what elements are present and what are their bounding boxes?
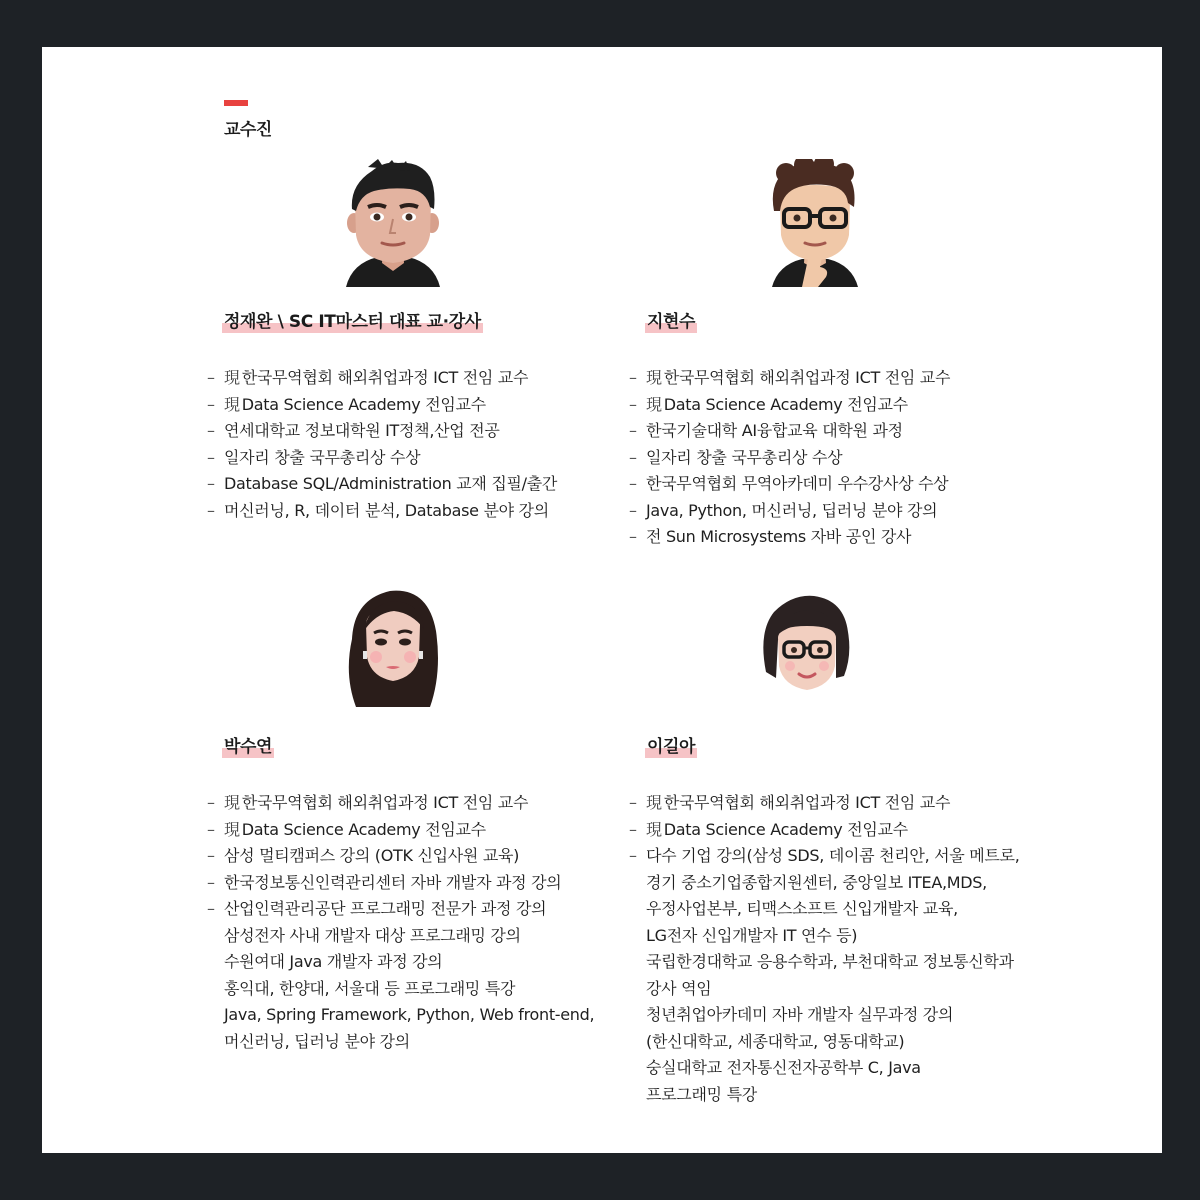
career-text: 수원여대 Java 개발자 과정 강의 bbox=[224, 952, 443, 971]
current-position-prefix: 現 bbox=[646, 819, 662, 839]
career-text: 한국무역협회 해외취업과정 ICT 전임 교수 bbox=[241, 793, 529, 812]
career-text: Data Science Academy 전임교수 bbox=[241, 394, 486, 414]
career-text: 일자리 창출 국무총리상 수상 bbox=[646, 447, 843, 467]
career-item bbox=[207, 392, 557, 419]
woman-long-hair-avatar-icon bbox=[338, 579, 448, 707]
career-text: 산업인력관리공단 프로그래밍 전문가 과정 강의 bbox=[224, 899, 547, 918]
career-item bbox=[629, 365, 950, 392]
career-item bbox=[207, 1002, 594, 1029]
career-text: 한국무역협회 무역아카데미 우수강사상 수상 bbox=[646, 474, 949, 493]
career-text: Java, Python, 머신러닝, 딥러닝 분야 강의 bbox=[646, 500, 938, 520]
career-item bbox=[207, 976, 594, 1003]
career-item bbox=[207, 896, 594, 923]
career-text: Data Science Academy 전임교수 bbox=[663, 394, 908, 414]
career-text: 경기 중소기업종합지원센터, 중앙일보 ITEA,MDS, bbox=[646, 872, 987, 892]
professor-name: 이길아 bbox=[647, 737, 696, 757]
career-item bbox=[207, 817, 594, 844]
career-item bbox=[629, 843, 1020, 870]
career-item bbox=[207, 498, 557, 525]
career-text: 한국기술대학 AI융합교육 대학원 과정 bbox=[646, 421, 903, 440]
career-item bbox=[629, 870, 1020, 897]
professor-career-list bbox=[629, 365, 950, 551]
current-position-prefix: 現 bbox=[224, 368, 240, 387]
career-item bbox=[629, 817, 1020, 844]
career-text: 우정사업본부, 티맥스소프트 신입개발자 교육, bbox=[646, 899, 958, 918]
career-item bbox=[629, 790, 1020, 817]
section-title: 교수진 bbox=[224, 120, 272, 140]
career-text: 강사 역임 bbox=[646, 978, 712, 998]
man-undercut-avatar-icon bbox=[338, 159, 448, 287]
career-item bbox=[629, 923, 1020, 950]
current-position-prefix: 現 bbox=[646, 394, 662, 414]
section-accent-bar bbox=[224, 100, 248, 106]
professor-name: 지현수 bbox=[647, 312, 696, 332]
career-item bbox=[629, 1082, 1020, 1109]
professor-career-list bbox=[629, 790, 1020, 1108]
professor-name: 정재완 \ SC IT마스터 대표 교·강사 bbox=[224, 312, 481, 332]
career-item bbox=[629, 445, 950, 472]
career-text: 프로그래밍 특강 bbox=[646, 1084, 757, 1104]
career-text: 홍익대, 한양대, 서울대 등 프로그래밍 특강 bbox=[224, 978, 516, 998]
career-text: 한국무역협회 해외취업과정 ICT 전임 교수 bbox=[663, 793, 951, 812]
career-item bbox=[629, 1029, 1020, 1056]
career-text: Data Science Academy 전임교수 bbox=[663, 819, 908, 839]
current-position-prefix: 現 bbox=[646, 368, 662, 387]
career-text: 한국무역협회 해외취업과정 ICT 전임 교수 bbox=[241, 368, 529, 387]
career-text: (한신대학교, 세종대학교, 영동대학교) bbox=[646, 1031, 905, 1051]
career-item bbox=[629, 471, 950, 498]
career-text: 머신러닝, 딥러닝 분야 강의 bbox=[224, 1031, 410, 1051]
career-text: 청년취업아카데미 자바 개발자 실무과정 강의 bbox=[646, 1005, 954, 1024]
career-item bbox=[207, 1029, 594, 1056]
career-item bbox=[629, 418, 950, 445]
career-text: 연세대학교 정보대학원 IT정책,산업 전공 bbox=[224, 421, 500, 440]
woman-bob-glasses-avatar-icon bbox=[752, 592, 862, 720]
career-text: 다수 기업 강의(삼성 SDS, 데이콤 천리안, 서울 메트로, bbox=[646, 846, 1020, 865]
career-text: 국립한경대학교 응용수학과, 부천대학교 정보통신학과 bbox=[646, 952, 1014, 971]
career-item bbox=[629, 949, 1020, 976]
career-text: 한국무역협회 해외취업과정 ICT 전임 교수 bbox=[663, 368, 951, 387]
career-text: 전 Sun Microsystems 자바 공인 강사 bbox=[646, 527, 912, 546]
career-text: 삼성 멀티캠퍼스 강의 (OTK 신입사원 교육) bbox=[224, 846, 520, 865]
career-item bbox=[629, 1002, 1020, 1029]
career-text: 숭실대학교 전자통신전자공학부 C, Java bbox=[646, 1058, 921, 1077]
professor-career-list bbox=[207, 365, 557, 524]
professor-name: 박수연 bbox=[224, 737, 273, 757]
career-text: Database SQL/Administration 교재 집필/출간 bbox=[224, 474, 558, 493]
career-item bbox=[207, 365, 557, 392]
career-item bbox=[629, 392, 950, 419]
career-item bbox=[629, 498, 950, 525]
current-position-prefix: 現 bbox=[224, 819, 240, 839]
career-item bbox=[207, 471, 557, 498]
career-item bbox=[629, 976, 1020, 1003]
career-item bbox=[207, 843, 594, 870]
current-position-prefix: 現 bbox=[224, 793, 240, 812]
man-glasses-thinking-avatar-icon bbox=[760, 159, 870, 287]
career-item bbox=[207, 923, 594, 950]
career-text: 삼성전자 사내 개발자 대상 프로그래밍 강의 bbox=[224, 925, 521, 945]
career-item bbox=[207, 949, 594, 976]
career-text: 머신러닝, R, 데이터 분석, Database 분야 강의 bbox=[224, 500, 549, 520]
professor-career-list bbox=[207, 790, 594, 1055]
career-item bbox=[629, 1055, 1020, 1082]
career-item bbox=[207, 418, 557, 445]
career-text: 일자리 창출 국무총리상 수상 bbox=[224, 447, 421, 467]
current-position-prefix: 現 bbox=[224, 394, 240, 414]
career-item bbox=[207, 790, 594, 817]
current-position-prefix: 現 bbox=[646, 793, 662, 812]
career-item bbox=[207, 445, 557, 472]
career-text: 한국정보통신인력관리센터 자바 개발자 과정 강의 bbox=[224, 872, 562, 892]
career-item bbox=[629, 896, 1020, 923]
career-text: LG전자 신입개발자 IT 연수 등) bbox=[646, 925, 858, 945]
career-text: Data Science Academy 전임교수 bbox=[241, 819, 486, 839]
career-item bbox=[629, 524, 950, 551]
career-item bbox=[207, 870, 594, 897]
career-text: Java, Spring Framework, Python, Web front-end, bbox=[224, 1005, 595, 1024]
